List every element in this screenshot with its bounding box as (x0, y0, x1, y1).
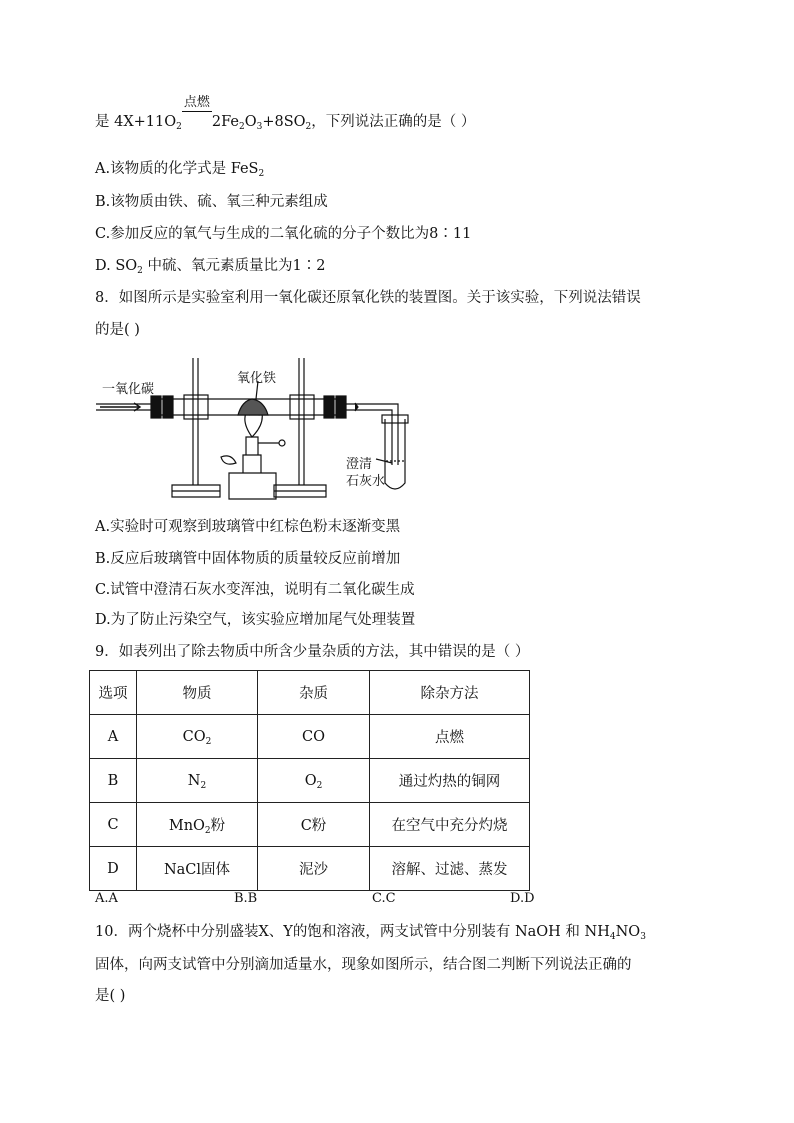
q10-stem-line-1: 10．两个烧杯中分别盛装X、Y的饱和溶液，两支试管中分别装有 NaOH 和 $NH_4NO_3$ (95, 924, 646, 942)
reaction-arrow (182, 95, 212, 132)
q7-product-2: +8SO (262, 114, 306, 130)
q8-stem-line-1: 8．如图所示是实验室利用一氧化碳还原氧化铁的装置图。关于该实验，下列说法错误 (95, 290, 641, 306)
q7-equation-line: 是 $4X+11O_2$ 点燃 $2Fe_2O_3+8SO_2$，下列说法正确的是（ ） (95, 95, 476, 132)
q7-suffix: ，下列说法正确的是（ ） (311, 114, 476, 130)
q9-answer-a[interactable]: A.A (95, 891, 118, 906)
q7-o2-subscript: 2 (176, 122, 182, 132)
q8-option-d[interactable]: D.为了防止污染空气，该实验应增加尾气处理装置 (95, 612, 416, 628)
q10-stem-line-2: 固体，向两支试管中分别滴加适量水，现象如图所示，结合图二判断下列说法正确的 (95, 957, 632, 973)
q8-option-b[interactable]: B.反应后玻璃管中固体物质的质量较反应前增加 (95, 551, 401, 567)
q7-prefix: 是 4X+11O (95, 114, 177, 130)
q9-table (89, 670, 530, 891)
limewater-label-1: 澄清 (346, 456, 373, 471)
table-row: B $N_2$ $O_2$ 通过灼热的铜网 (90, 759, 530, 803)
q8-option-c[interactable]: C.试管中澄清石灰水变浑浊，说明有二氧化碳生成 (95, 582, 415, 598)
alcohol-burner (229, 473, 276, 499)
q7-product-1: 2Fe (211, 114, 239, 130)
q7-option-d[interactable]: D. $SO_2$ 中硫、氧元素质量比为1∶2 (95, 258, 326, 276)
reaction-condition: 点燃 (183, 95, 210, 110)
q8-stem-line-2: 的是( ) (95, 322, 140, 338)
q9-stem: 9．如表列出了除去物质中所含少量杂质的方法，其中错误的是（ ） (95, 644, 530, 660)
q7-option-b[interactable]: B.该物质由铁、硫、氧三种元素组成 (95, 194, 328, 210)
limewater-test-tube (385, 419, 405, 489)
limewater-label-2: 石灰水 (346, 473, 386, 488)
co-label: 一氧化碳 (102, 381, 155, 396)
table-row: D NaCl固体 泥沙 溶解、过滤、蒸发 (90, 847, 530, 891)
header-option: 选项 (90, 671, 137, 715)
iron-oxide-powder (238, 399, 268, 415)
table-row: A $CO_2$ CO 点燃 (90, 715, 530, 759)
co-reduction-apparatus-figure (96, 355, 426, 503)
header-impurity: 杂质 (258, 671, 370, 715)
q10-stem-line-3: 是( ) (95, 988, 126, 1004)
q9-answer-d[interactable]: D.D (510, 891, 535, 906)
table-row: C MnO$_2$粉 C粉 在空气中充分灼烧 (90, 803, 530, 847)
q7-option-c[interactable]: C.参加反应的氧气与生成的二氧化硫的分子个数比为8∶11 (95, 226, 472, 242)
header-substance: 物质 (137, 671, 258, 715)
q9-answer-b[interactable]: B.B (234, 891, 258, 906)
q7-option-a[interactable]: A.该物质的化学式是 FeS$_2$ (95, 161, 265, 179)
q9-answer-c[interactable]: C.C (372, 891, 396, 906)
header-method: 除杂方法 (370, 671, 530, 715)
iron-oxide-label: 氧化铁 (237, 370, 277, 385)
table-header-row (90, 671, 530, 715)
q8-option-a[interactable]: A.实验时可观察到玻璃管中红棕色粉末逐渐变黑 (95, 519, 401, 535)
